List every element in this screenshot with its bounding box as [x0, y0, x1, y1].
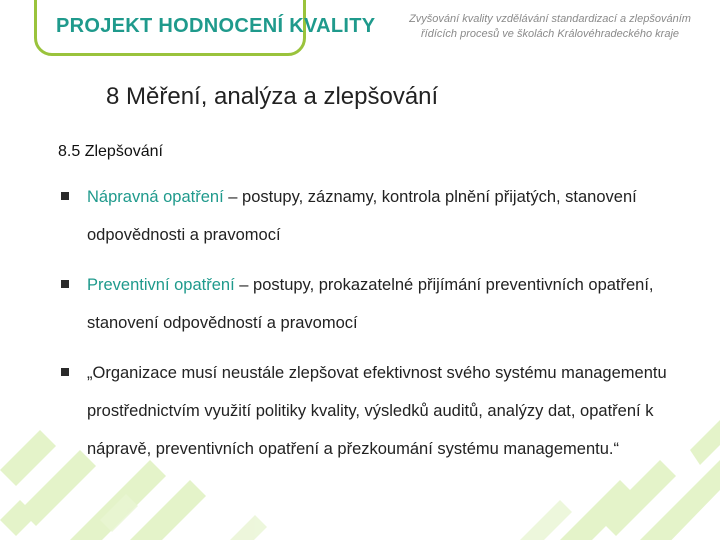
logo-text: PROJEKT HODNOCENÍ KVALITY	[56, 15, 376, 37]
slide-title: 8 Měření, analýza a zlepšování	[106, 83, 439, 110]
tagline-line-1: Zvyšování kvality vzdělávání standardizací a zlepšováním	[409, 13, 691, 25]
bullet-term: Preventivní opatření	[87, 276, 235, 294]
bullet-marker-icon	[61, 192, 69, 200]
bullet-term: Nápravná opatření	[87, 188, 224, 206]
header-tagline	[390, 12, 710, 42]
bullet-item-quote	[58, 354, 698, 468]
bullet-text: – postupy, záznamy, kontrola plnění přijatých, stanovení odpovědnosti a pravomocí	[87, 188, 637, 244]
bullet-list	[58, 178, 698, 468]
bullet-item-preventive-actions	[58, 266, 698, 342]
bullet-marker-icon	[61, 368, 69, 376]
tagline-line-2: řídících procesů ve školách Královéhradeckého kraje	[420, 28, 680, 40]
bullet-item-corrective-actions	[58, 178, 698, 254]
bullet-text: – postupy, prokazatelné přijímání preventivních opatření, stanovení odpovědností a pravomocí	[87, 276, 654, 332]
bullet-marker-icon	[61, 280, 69, 288]
bullet-text: „Organizace musí neustále zlepšovat efektivnost svého systému managementu prostřednictvím využití politiky kvality, výsledků auditů, analýzy dat, opatření k nápravě, preventivních opatření a přezkoumání systému managementu.“	[87, 364, 667, 458]
section-heading: 8.5 Zlepšování	[58, 143, 163, 160]
